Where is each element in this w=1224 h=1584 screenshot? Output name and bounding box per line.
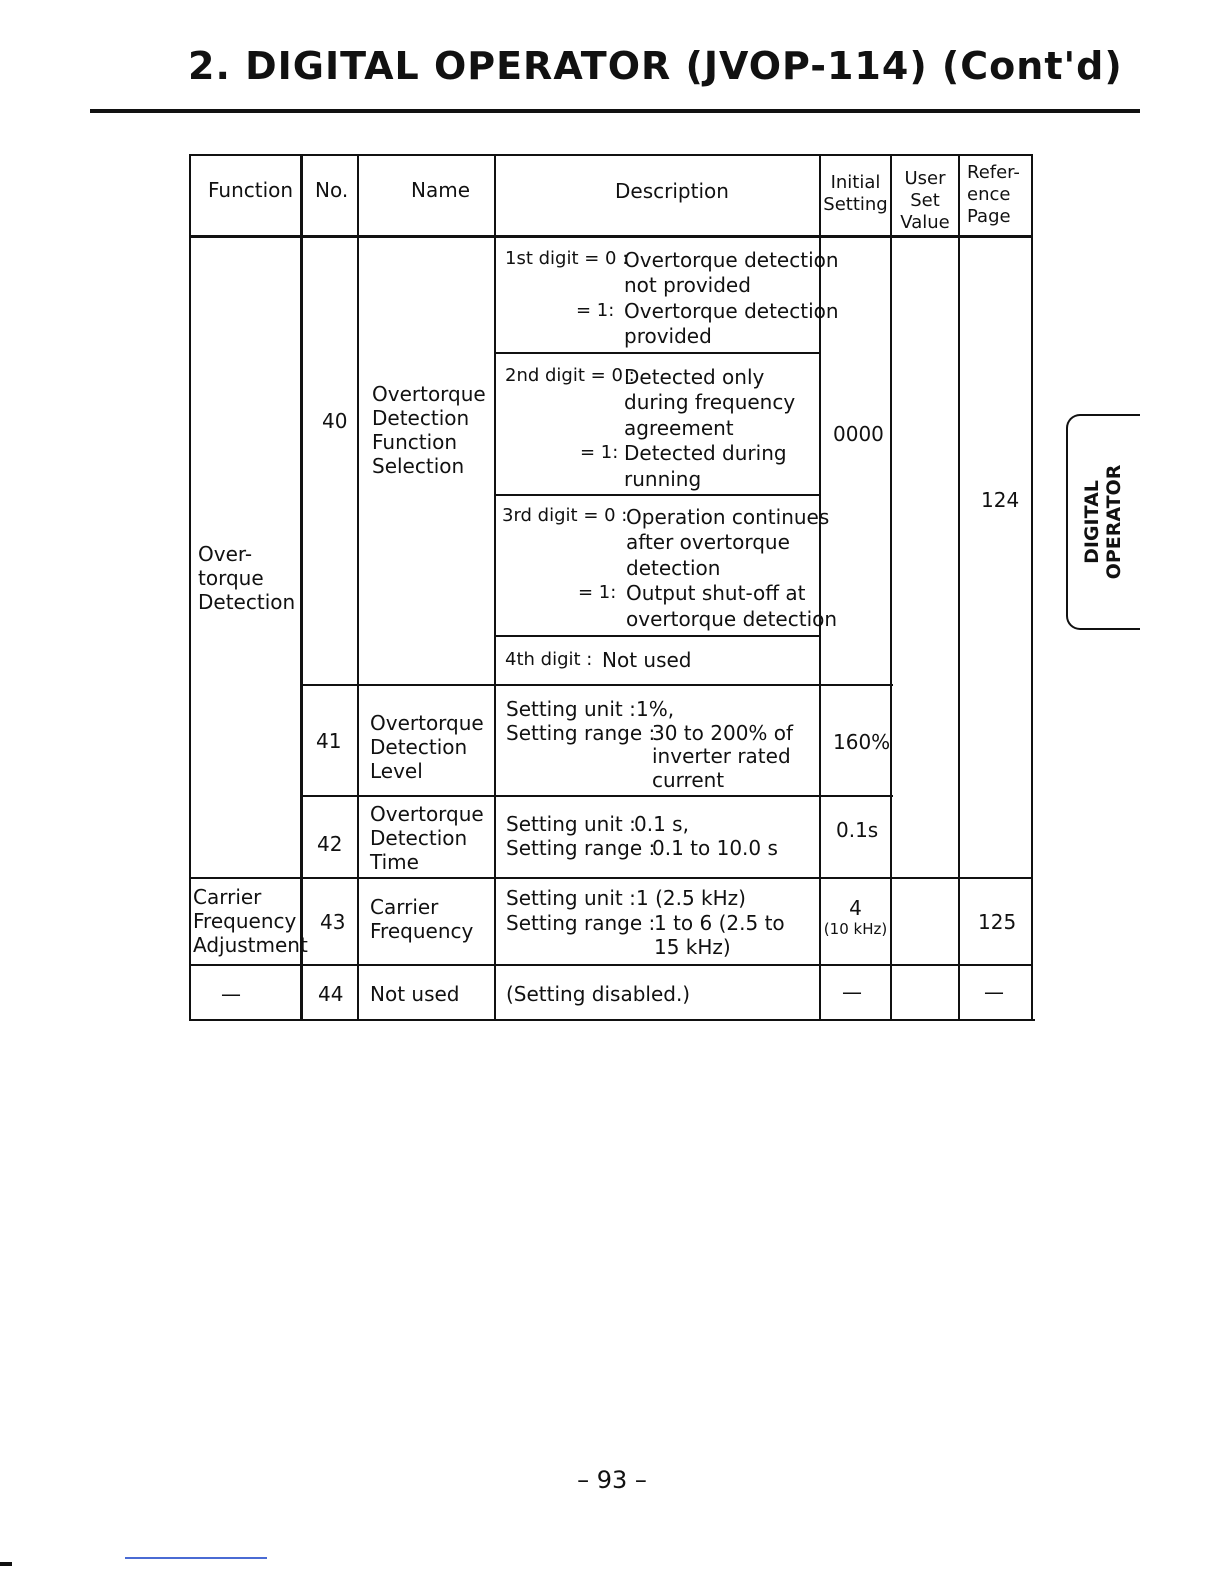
row40-digit4-text: Not used [602, 648, 692, 672]
row40-name: Overtorque Detection Function Selection [372, 382, 486, 478]
row42-no: 42 [317, 832, 343, 856]
row42-range-line1: 0.1 to 10.0 s [652, 836, 778, 860]
row40-digit3-option0-line1: Operation continues [626, 505, 830, 529]
row40-digit4-label: 4th digit : [505, 649, 593, 670]
row43-range-line2: 15 kHz) [654, 935, 731, 959]
row40-digit1-option1-line1: Overtorque detection [624, 299, 839, 323]
row40-digit2-option0-line1: Detected only [624, 365, 765, 389]
row40-digit3-option0-line3: detection [626, 556, 721, 580]
row40-reference-page: 124 [981, 488, 1020, 512]
row40-digit1-label: 1st digit = 0 : [505, 248, 629, 269]
row40-digit1-option0-line2: not provided [624, 273, 751, 297]
header-initial-setting: Initial Setting [823, 172, 888, 215]
row40-digit3-divider [495, 635, 821, 637]
row40-initial-setting: 0000 [833, 422, 884, 446]
row40-digit2-option1-line1: Detected during [624, 441, 787, 465]
row44-no: 44 [318, 982, 344, 1006]
row41-unit-value: 1%, [636, 697, 675, 721]
row42-bottom-border [189, 877, 1033, 879]
row42-name: Overtorque Detection Time [370, 802, 484, 874]
row43-name: Carrier Frequency [370, 895, 474, 943]
row44-initial-setting: — [842, 980, 862, 1004]
row40-bottom-border [301, 684, 893, 686]
name-col-border [494, 154, 496, 1021]
table-top-border [189, 154, 1033, 156]
row40-digit1-option0-line1: Overtorque detection [624, 248, 839, 272]
row44-description: (Setting disabled.) [506, 982, 691, 1006]
row40-digit1-eq1: = 1: [576, 300, 615, 321]
description-col-border [819, 154, 821, 1021]
function-overtorque-detection: Over- torque Detection [198, 542, 296, 614]
row40-digit3-label: 3rd digit = 0 : [502, 505, 628, 526]
row40-digit2-divider [495, 494, 821, 496]
row41-no: 41 [316, 729, 342, 753]
row40-digit1-option1-line2: provided [624, 324, 712, 348]
row42-unit-value: 0.1 s, [634, 812, 689, 836]
row42-initial-setting: 0.1s [836, 818, 879, 842]
table-right-border [1031, 154, 1033, 1021]
table-bottom-border [189, 1019, 1035, 1021]
title-rule [90, 109, 1140, 113]
page-title: 2. DIGITAL OPERATOR (JVOP-114) (Cont'd) [188, 44, 1123, 88]
row42-range-label: Setting range : [506, 836, 656, 860]
row44-reference-page: — [984, 980, 1004, 1004]
row40-digit2-option0-line3: agreement [624, 416, 734, 440]
row40-digit2-eq1: = 1: [580, 442, 619, 463]
scan-corner-mark [0, 1562, 12, 1566]
header-user-set-value: User Set Value [900, 168, 950, 233]
row43-no: 43 [320, 910, 346, 934]
row43-initial-setting: 4 (10 kHz) [823, 896, 888, 938]
header-name: Name [411, 178, 471, 202]
scan-artifact-line [125, 1557, 267, 1559]
header-function: Function [208, 178, 294, 202]
row40-digit3-option1-line1: Output shut-off at [626, 581, 806, 605]
header-bottom-border [189, 235, 1033, 238]
row43-reference-page: 125 [978, 910, 1017, 934]
function-carrier-frequency-adjustment: Carrier Frequency Adjustment [193, 885, 308, 957]
row41-range-line1: 30 to 200% of [652, 721, 794, 745]
row41-range-line3: current [652, 768, 725, 792]
row40-digit3-eq1: = 1: [578, 582, 617, 603]
page-number: – 93 – [577, 1466, 647, 1494]
row40-digit2-option0-line2: during frequency [624, 390, 796, 414]
row40-digit3-option1-line2: overtorque detection [626, 607, 838, 631]
row43-range-label: Setting range : [506, 911, 656, 935]
row43-unit-label: Setting unit : [506, 886, 636, 910]
row41-name: Overtorque Detection Level [370, 711, 484, 783]
header-reference-page: Refer- ence Page [967, 162, 1020, 227]
row40-digit1-divider [495, 352, 821, 354]
row40-digit2-label: 2nd digit = 0 : [505, 365, 635, 386]
row43-unit-value: 1 (2.5 kHz) [636, 886, 746, 910]
row40-digit2-option1-line2: running [624, 467, 702, 491]
function-dash: — [221, 982, 241, 1006]
row43-range-line1: 1 to 6 (2.5 to [654, 911, 785, 935]
row41-unit-label: Setting unit : [506, 697, 636, 721]
row41-bottom-border [301, 795, 893, 797]
row44-name: Not used [370, 982, 460, 1006]
table-left-border [189, 154, 191, 1021]
header-description: Description [615, 179, 729, 203]
no-col-border [357, 154, 359, 1021]
user-value-col-border [958, 154, 960, 1021]
row40-digit3-option0-line2: after overtorque [626, 530, 790, 554]
row40-no: 40 [322, 409, 348, 433]
row43-bottom-border [189, 964, 1033, 966]
row42-unit-label: Setting unit : [506, 812, 636, 836]
row41-range-line2: inverter rated [652, 744, 791, 768]
header-no: No. [315, 178, 349, 202]
initial-col-border [890, 154, 892, 1021]
row41-range-label: Setting range : [506, 721, 656, 745]
row41-initial-setting: 160% [833, 730, 891, 754]
section-tab-label: DIGITAL OPERATOR [1081, 464, 1125, 580]
